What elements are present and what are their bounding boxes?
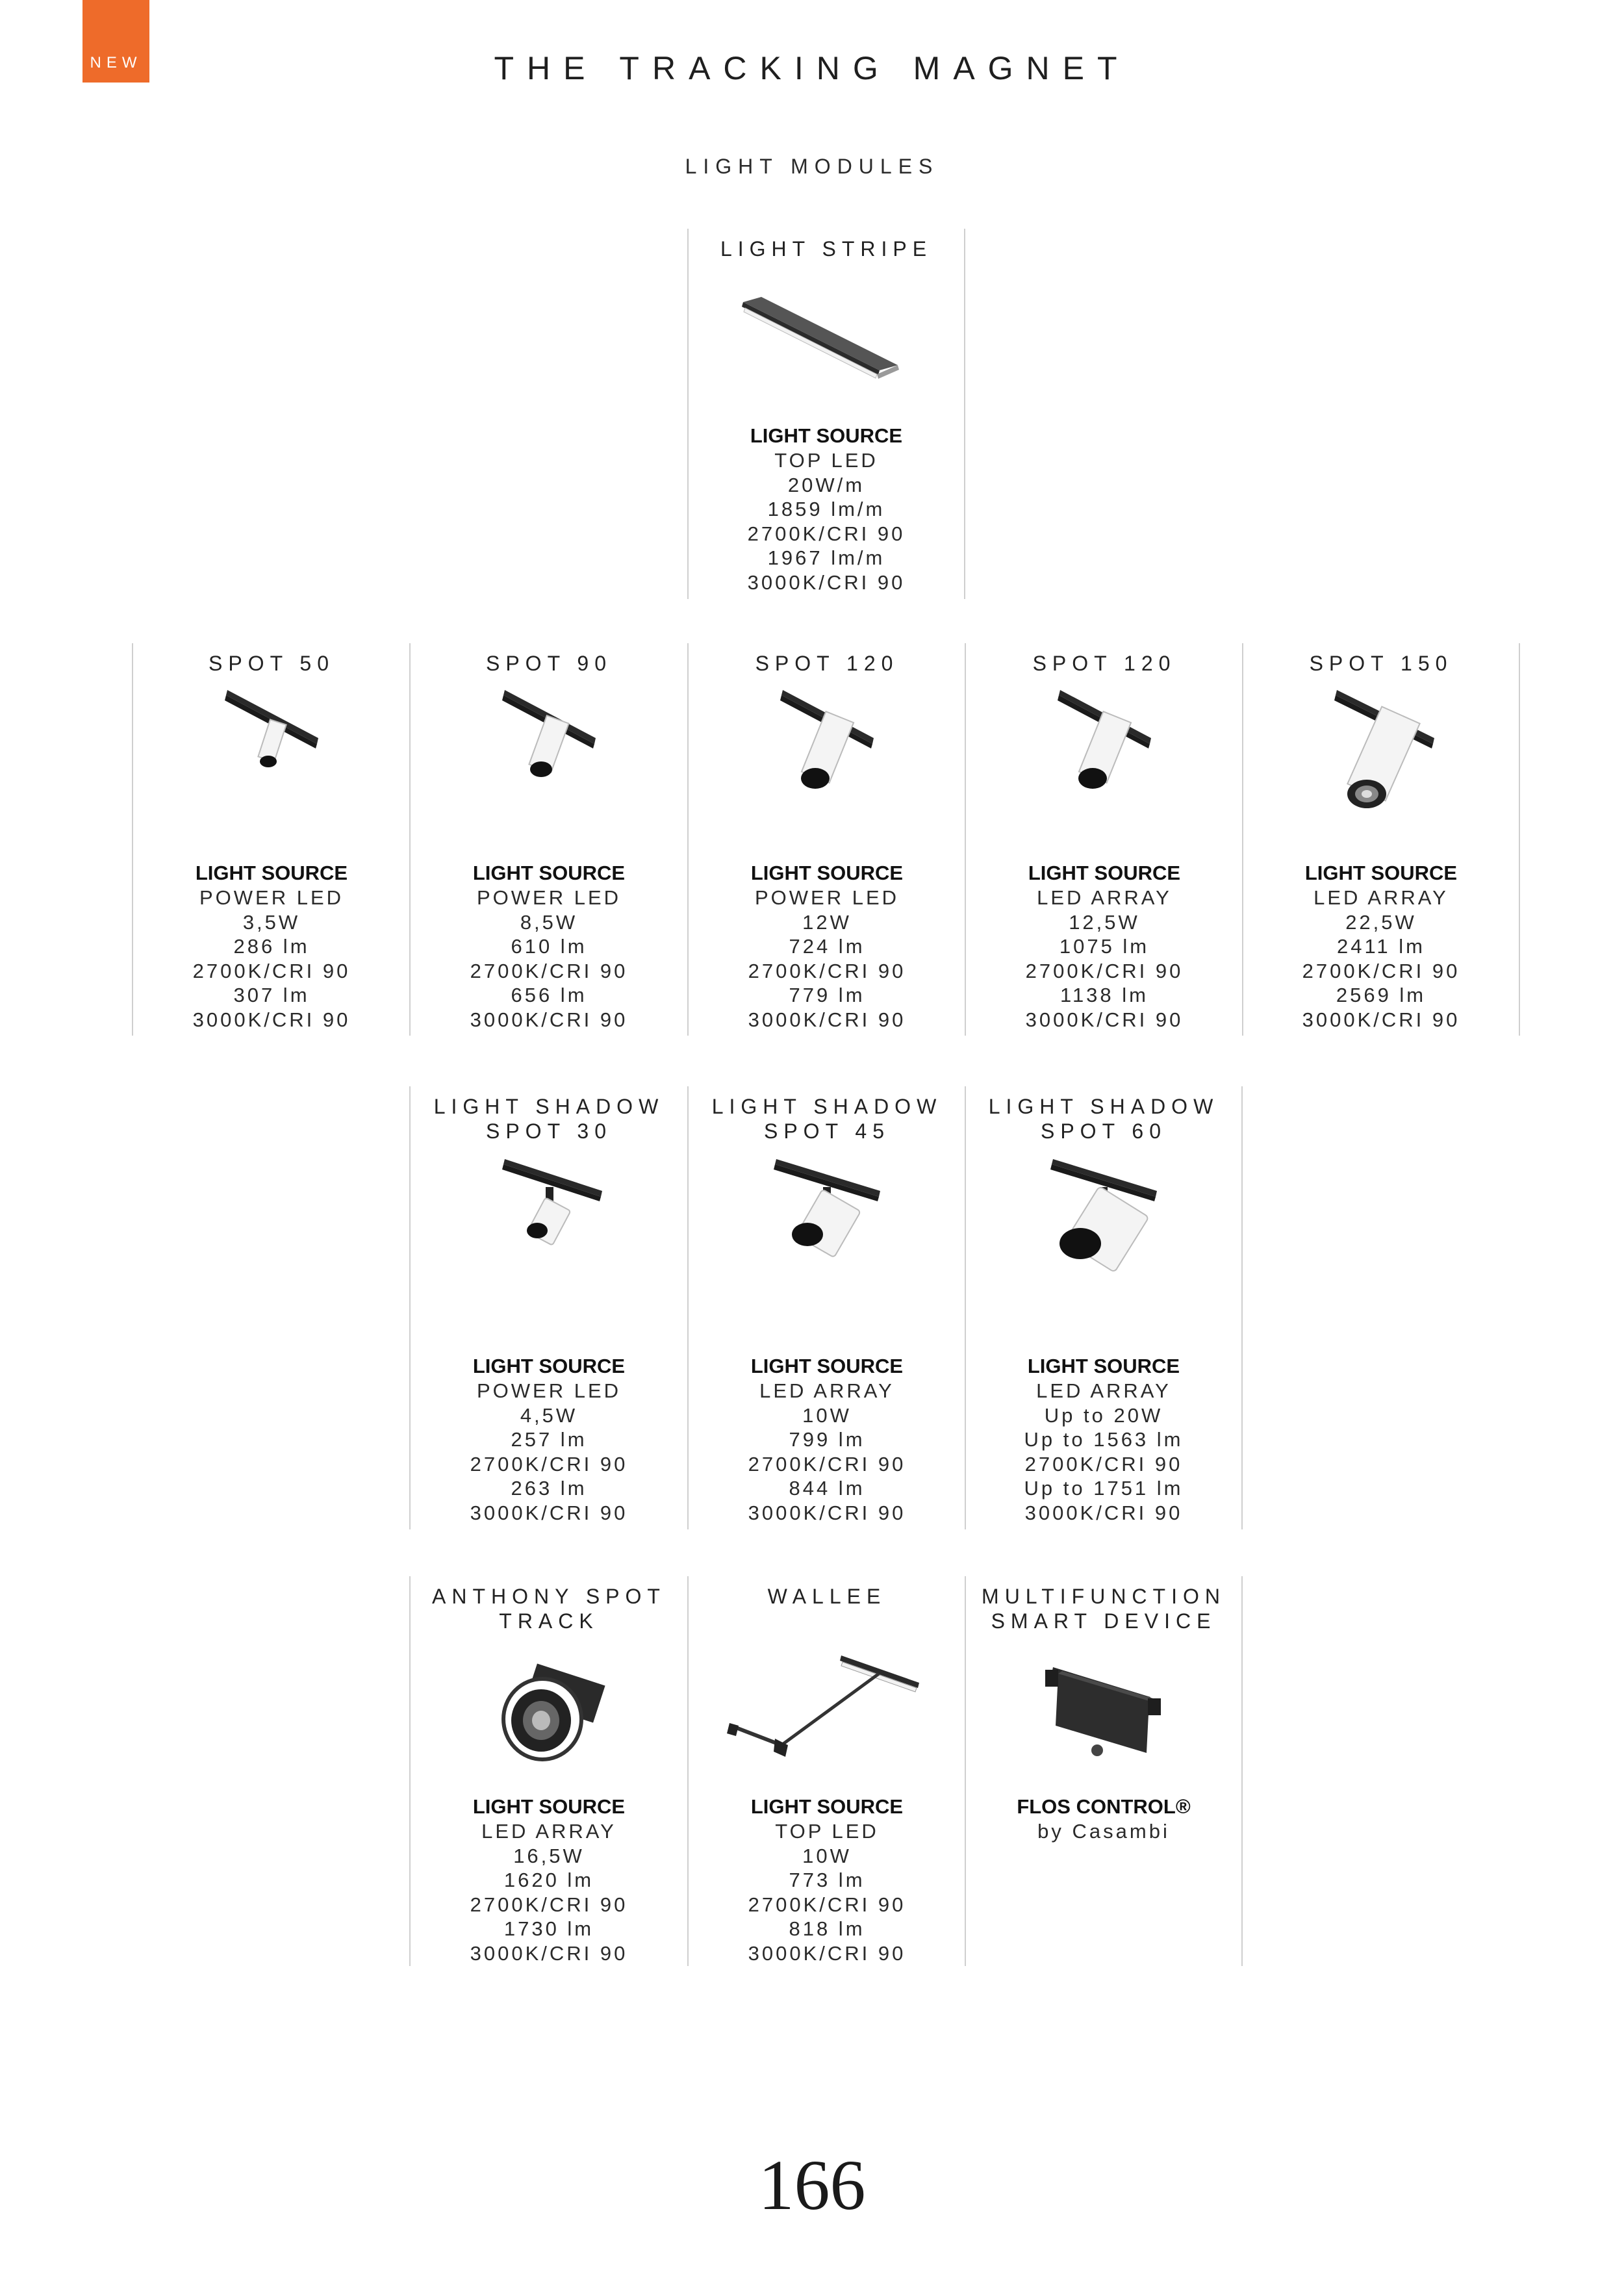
spec-line: LED ARRAY [759,1379,894,1402]
spec-line: 12W [802,910,852,934]
spec-line: POWER LED [199,886,344,909]
product-specs [966,1795,1241,1844]
spec-line: POWER LED [476,886,622,909]
smart-device-image [966,1648,1241,1778]
spec-line: Up to 1751 lm [1024,1477,1184,1500]
product-specs [1243,861,1519,1032]
spec-line: POWER LED [476,1379,622,1402]
spec-line: 2700K/CRI 90 [748,1893,906,1916]
product-cell-spot-50 [132,643,410,1036]
spec-heading: FLOS CONTROL® [1017,1795,1191,1818]
product-name: WALLEE [767,1585,887,1608]
spec-line: 1967 lm/m [767,546,885,569]
spec-line: 8,5W [520,910,578,934]
spec-line: 2700K/CRI 90 [1024,1452,1183,1476]
spec-line: 3000K/CRI 90 [192,1008,351,1031]
product-name: MULTIFUNCTION SMART DEVICE [982,1585,1226,1633]
spec-line: 257 lm [511,1428,587,1451]
spec-line: 3000K/CRI 90 [748,1941,906,1965]
spec-line: 799 lm [789,1428,865,1451]
spec-line: 2700K/CRI 90 [470,1452,628,1476]
spec-heading: LIGHT SOURCE [1027,1355,1180,1377]
page-title: THE TRACKING MAGNET [494,50,1130,86]
product-cell-light-stripe [687,229,965,599]
spec-line: 2700K/CRI 90 [747,522,906,545]
product-name: SPOT 50 [208,652,335,675]
product-cell-spot-120-power [687,643,965,1036]
spec-line: 2700K/CRI 90 [748,959,906,982]
spec-line: 3000K/CRI 90 [748,1008,906,1031]
spec-line: 3000K/CRI 90 [1302,1008,1460,1031]
section-title: LIGHT MODULES [685,155,939,178]
spec-line: 22,5W [1345,910,1417,934]
spec-heading: LIGHT SOURCE [750,1795,904,1818]
product-cell-multifunction-smart-device [965,1576,1243,1966]
spot-50-image [133,682,410,799]
product-name: LIGHT SHADOW SPOT 30 [433,1095,665,1143]
spec-line: 16,5W [513,1844,585,1867]
spec-line: LED ARRAY [1037,886,1172,909]
spec-line: 818 lm [789,1917,865,1940]
spec-heading: LIGHT SOURCE [750,424,903,447]
product-specs [411,1795,687,1965]
spec-line: LED ARRAY [481,1820,616,1843]
spec-heading: LIGHT SOURCE [1028,862,1181,884]
spec-line: 10W [802,1844,852,1867]
spec-line: 2700K/CRI 90 [1302,959,1460,982]
spec-line: 2700K/CRI 90 [1025,959,1184,982]
spec-line: 2411 lm [1337,935,1425,958]
page-number: 166 [758,2145,866,2225]
light-stripe-image [689,268,964,411]
spec-line: 307 lm [233,984,310,1006]
product-cell-anthony-spot-track [409,1576,687,1966]
spec-line: 1620 lm [503,1869,594,1891]
spec-line: 2700K/CRI 90 [748,1452,906,1476]
product-cell-spot-120-array [965,643,1243,1036]
light-shadow-spot-60-image [966,1151,1241,1281]
spec-line: 724 lm [789,935,865,958]
spec-line: 4,5W [520,1403,578,1427]
wallee-image [689,1648,965,1778]
spec-line: 12,5W [1069,910,1140,934]
anthony-spot-track-image [411,1648,687,1771]
light-shadow-spot-45-image [689,1151,965,1275]
spec-line: 1075 lm [1059,935,1150,958]
product-cell-wallee [687,1576,965,1966]
new-badge-label: NEW [90,54,142,71]
spec-line: 779 lm [789,984,865,1006]
product-name: SPOT 150 [1309,652,1453,675]
spec-heading: LIGHT SOURCE [750,1355,904,1377]
spec-line: POWER LED [754,886,900,909]
product-cell-light-shadow-spot-30 [409,1086,687,1529]
spec-line: LED ARRAY [1313,886,1449,909]
spec-line: 1859 lm/m [767,498,885,520]
product-specs [966,1354,1241,1525]
spec-line: 2700K/CRI 90 [192,959,351,982]
light-shadow-spot-30-image [411,1151,687,1268]
spec-line: 610 lm [511,935,587,958]
spec-line: 3000K/CRI 90 [747,570,906,594]
spec-line: Up to 20W [1044,1403,1163,1427]
product-cell-light-shadow-spot-45 [687,1086,965,1529]
spec-line: LED ARRAY [1036,1379,1171,1402]
spec-line: 1730 lm [503,1917,594,1940]
product-name: LIGHT STRIPE [720,237,933,261]
spec-line: 3000K/CRI 90 [1025,1008,1184,1031]
spec-heading: LIGHT SOURCE [1304,862,1458,884]
spec-line: 3000K/CRI 90 [470,1941,628,1965]
spec-heading: LIGHT SOURCE [195,862,348,884]
spec-line: 3000K/CRI 90 [1024,1501,1183,1524]
spec-line: TOP LED [774,449,878,472]
spec-line: 3000K/CRI 90 [470,1008,628,1031]
product-specs [411,861,687,1032]
spot-90-image [411,682,687,799]
spec-heading: LIGHT SOURCE [472,1795,626,1818]
product-cell-spot-150 [1242,643,1520,1036]
spec-line: Up to 1563 lm [1024,1428,1184,1451]
spec-line: 263 lm [511,1477,587,1500]
spot-150-image [1243,682,1519,819]
spec-line: 3,5W [242,910,301,934]
product-specs [689,1795,965,1965]
spec-line: 20W/m [787,473,865,496]
product-specs [966,861,1243,1032]
spec-line: 773 lm [789,1869,865,1891]
product-cell-spot-90 [409,643,687,1036]
spec-line: 286 lm [233,935,310,958]
spec-line: 2700K/CRI 90 [470,1893,628,1916]
product-name: LIGHT SHADOW SPOT 45 [711,1095,943,1143]
product-specs [689,424,964,594]
spot-120-array-image [966,682,1243,806]
spec-heading: LIGHT SOURCE [472,862,626,884]
spec-line: 10W [802,1403,852,1427]
product-name: ANTHONY SPOT TRACK [432,1585,666,1633]
product-name: LIGHT SHADOW SPOT 60 [988,1095,1219,1143]
product-specs [689,861,965,1032]
spec-heading: LIGHT SOURCE [750,862,904,884]
spec-line: 2700K/CRI 90 [470,959,628,982]
product-name: SPOT 120 [755,652,899,675]
product-name: SPOT 120 [1032,652,1176,675]
spec-line: 1138 lm [1060,984,1148,1006]
spec-line: by Casambi [1037,1820,1170,1843]
spec-heading: LIGHT SOURCE [472,1355,626,1377]
spec-line: 2569 lm [1336,984,1427,1006]
product-specs [689,1354,965,1525]
product-specs [411,1354,687,1525]
product-name: SPOT 90 [485,652,613,675]
spec-line: 656 lm [511,984,587,1006]
spec-line: TOP LED [775,1820,879,1843]
product-cell-light-shadow-spot-60 [965,1086,1243,1529]
product-specs [133,861,410,1032]
spec-line: 3000K/CRI 90 [470,1501,628,1524]
spec-line: 3000K/CRI 90 [748,1501,906,1524]
spec-line: 844 lm [789,1477,865,1500]
spot-120-image [689,682,965,806]
